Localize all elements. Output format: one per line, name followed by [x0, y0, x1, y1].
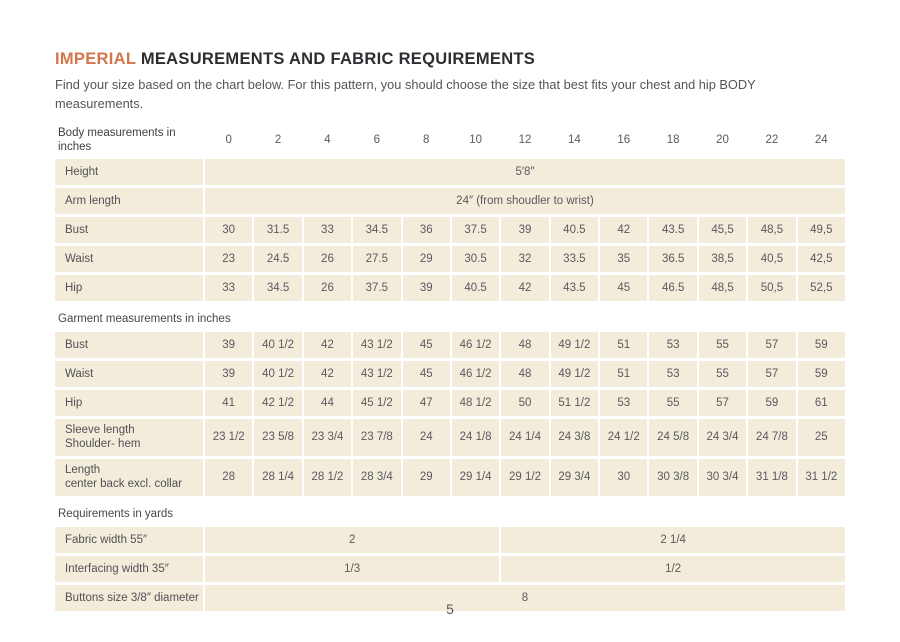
measurement-cell: 30 — [205, 217, 252, 243]
page-content — [55, 0, 845, 614]
measurement-cell: 49 1/2 — [551, 332, 598, 358]
measurement-cell: 45 — [403, 361, 450, 387]
measurement-cell: 46.5 — [649, 275, 696, 301]
table-row — [55, 419, 845, 456]
size-column-header: 10 — [469, 134, 482, 147]
table-row — [55, 217, 845, 243]
measurement-cell: 24 1/2 — [600, 419, 647, 456]
measurement-cell: 29 1/2 — [501, 459, 548, 496]
measurement-cell: 45 — [403, 332, 450, 358]
merged-value-cell: 1/3 — [205, 556, 499, 582]
measurement-cell: 36 — [403, 217, 450, 243]
page-title-rest: MEASUREMENTS AND FABRIC REQUIREMENTS — [140, 50, 536, 68]
measurement-cell: 42 — [304, 361, 351, 387]
measurement-cell: 30 3/8 — [649, 459, 696, 496]
measurement-cell: 51 — [600, 332, 647, 358]
measurement-cell: 30 3/4 — [699, 459, 746, 496]
size-column-header: 18 — [666, 134, 680, 147]
measurement-cell: 24 1/4 — [501, 419, 548, 456]
measurement-cell: 46 1/2 — [452, 332, 499, 358]
measurement-cell: 42 1/2 — [254, 390, 301, 416]
measurement-cell: 26 — [304, 246, 351, 272]
measurement-cell: 42,5 — [798, 246, 845, 272]
size-column-header: 14 — [567, 134, 581, 147]
measurement-cell: 32 — [501, 246, 548, 272]
measurement-cell: 29 — [403, 459, 450, 496]
measurement-cell: 29 1/4 — [452, 459, 499, 496]
measurement-cell: 39 — [205, 332, 252, 358]
table-row — [55, 188, 845, 214]
row-label: Buttons size 3/8″ diameter — [55, 585, 203, 611]
measurement-cell: 24 — [403, 419, 450, 456]
measurement-cell: 33.5 — [551, 246, 598, 272]
merged-value-cell: 2 1/4 — [501, 527, 845, 553]
measurement-cell: 38,5 — [699, 246, 746, 272]
table-header-label: Body measurements in inches — [58, 127, 176, 154]
section-label: Garment measurements in inches — [58, 312, 231, 325]
row-label: Waist — [55, 361, 203, 387]
size-column-header: 8 — [423, 134, 430, 147]
measurement-cell: 33 — [304, 217, 351, 243]
intro-text — [55, 76, 845, 113]
size-column-header: 22 — [765, 134, 779, 147]
intro-text-line1: Find your size based on the chart below. For this pattern, you should choose the size that best fits your chest and hip BODY — [55, 77, 756, 92]
measurement-cell: 43 1/2 — [353, 361, 400, 387]
measurement-cell: 29 3/4 — [551, 459, 598, 496]
measurement-cell: 43 1/2 — [353, 332, 400, 358]
measurement-cell: 25 — [798, 419, 845, 456]
table-row — [55, 459, 845, 496]
measurement-cell: 51 — [600, 361, 647, 387]
measurement-cell: 40 1/2 — [254, 332, 301, 358]
measurement-cell: 50,5 — [748, 275, 795, 301]
merged-value-cell: 1/2 — [501, 556, 845, 582]
row-label: Hip — [55, 275, 203, 301]
table-row — [55, 390, 845, 416]
measurement-cell: 28 1/4 — [254, 459, 301, 496]
row-label: Interfacing width 35″ — [55, 556, 203, 582]
size-column-header: 2 — [274, 134, 282, 147]
merged-value-cell: 8 — [205, 585, 845, 611]
measurement-cell: 53 — [600, 390, 647, 416]
table-row — [55, 332, 845, 358]
measurement-cell: 39 — [403, 275, 450, 301]
row-label: Length center back excl. collar — [55, 459, 203, 496]
measurement-cell: 45,5 — [699, 217, 746, 243]
table-header-row — [55, 126, 845, 155]
measurement-cell: 42 — [501, 275, 548, 301]
measurement-cell: 34.5 — [254, 275, 301, 301]
measurement-cell: 24 3/4 — [699, 419, 746, 456]
measurement-cell: 23 — [205, 246, 252, 272]
measurement-cell: 28 — [205, 459, 252, 496]
measurement-cell: 40 1/2 — [254, 361, 301, 387]
measurement-cell: 39 — [501, 217, 548, 243]
measurement-cell: 24 3/8 — [551, 419, 598, 456]
measurement-cell: 39 — [205, 361, 252, 387]
table-row — [55, 527, 845, 553]
measurement-cell: 45 — [600, 275, 647, 301]
size-column-header: 0 — [225, 134, 232, 147]
measurement-cell: 57 — [748, 361, 795, 387]
page-number: 5 — [446, 601, 454, 617]
row-label: Bust — [55, 332, 203, 358]
measurement-cell: 28 1/2 — [304, 459, 351, 496]
measurement-cell: 42 — [600, 217, 647, 243]
row-label: Bust — [55, 217, 203, 243]
measurement-cell: 48 — [501, 361, 548, 387]
table-row — [55, 556, 845, 582]
measurement-cell: 55 — [699, 361, 746, 387]
measurement-cell: 31 1/8 — [748, 459, 795, 496]
measurement-cell: 45 1/2 — [353, 390, 400, 416]
size-column-header: 16 — [617, 134, 631, 147]
measurement-cell: 30 — [600, 459, 647, 496]
measurement-cell: 27.5 — [353, 246, 400, 272]
measurement-cell: 24.5 — [254, 246, 301, 272]
measurement-cell: 26 — [304, 275, 351, 301]
size-column-header: 6 — [373, 134, 381, 147]
size-column-header: 4 — [324, 134, 331, 147]
measurement-cell: 61 — [798, 390, 845, 416]
section-label: Requirements in yards — [58, 507, 174, 520]
measurement-cell: 23 3/4 — [304, 419, 351, 456]
measurement-cell: 35 — [600, 246, 647, 272]
page-title — [55, 50, 845, 69]
measurement-cell: 46 1/2 — [452, 361, 499, 387]
measurement-cell: 59 — [798, 361, 845, 387]
row-label: Sleeve length Shoulder- hem — [55, 419, 203, 456]
measurement-cell: 53 — [649, 361, 696, 387]
measurement-cell: 23 1/2 — [205, 419, 252, 456]
merged-value-cell: 2 — [205, 527, 499, 553]
measurement-cell: 48 — [501, 332, 548, 358]
measurement-cell: 31.5 — [254, 217, 301, 243]
measurement-cell: 24 1/8 — [452, 419, 499, 456]
measurement-cell: 59 — [748, 390, 795, 416]
size-column-header: 24 — [814, 134, 828, 147]
measurement-cell: 31 1/2 — [798, 459, 845, 496]
row-label: Hip — [55, 390, 203, 416]
measurement-cell: 57 — [748, 332, 795, 358]
table-row — [55, 159, 845, 185]
measurement-cell: 49 1/2 — [551, 361, 598, 387]
measurement-cell: 57 — [699, 390, 746, 416]
measurement-cell: 55 — [699, 332, 746, 358]
measurement-cell: 50 — [501, 390, 548, 416]
row-label: Arm length — [55, 188, 203, 214]
measurement-cell: 33 — [205, 275, 252, 301]
size-table — [55, 126, 845, 611]
size-column-header: 20 — [716, 134, 729, 147]
measurement-cell: 42 — [304, 332, 351, 358]
measurement-cell: 59 — [798, 332, 845, 358]
measurement-cell: 41 — [205, 390, 252, 416]
measurement-cell: 53 — [649, 332, 696, 358]
measurement-cell: 40.5 — [452, 275, 499, 301]
measurement-cell: 49,5 — [798, 217, 845, 243]
measurement-cell: 43.5 — [649, 217, 696, 243]
measurement-cell: 37.5 — [452, 217, 499, 243]
measurement-cell: 55 — [649, 390, 696, 416]
row-label: Fabric width 55″ — [55, 527, 203, 553]
measurement-cell: 52,5 — [798, 275, 845, 301]
measurement-cell: 34.5 — [353, 217, 400, 243]
measurement-cell: 29 — [403, 246, 450, 272]
measurement-cell: 40,5 — [748, 246, 795, 272]
row-label: Waist — [55, 246, 203, 272]
measurement-cell: 24 5/8 — [649, 419, 696, 456]
measurement-cell: 51 1/2 — [551, 390, 598, 416]
table-row — [55, 275, 845, 301]
intro-text-line2: measurements. — [55, 95, 144, 111]
measurement-cell: 30.5 — [452, 246, 499, 272]
measurement-cell: 48,5 — [699, 275, 746, 301]
row-label: Height — [55, 159, 203, 185]
measurement-cell: 47 — [403, 390, 450, 416]
measurement-cell: 43.5 — [551, 275, 598, 301]
measurement-cell: 40.5 — [551, 217, 598, 243]
measurement-cell: 48,5 — [748, 217, 795, 243]
measurement-cell: 36.5 — [649, 246, 696, 272]
measurement-cell: 48 1/2 — [452, 390, 499, 416]
measurement-cell: 37.5 — [353, 275, 400, 301]
measurement-cell: 44 — [304, 390, 351, 416]
page-title-accent: IMPERIAL — [55, 50, 136, 68]
merged-value-cell: 5′8″ — [205, 159, 845, 185]
measurement-cell: 23 5/8 — [254, 419, 301, 456]
measurement-cell: 24 7/8 — [748, 419, 795, 456]
measurement-cell: 23 7/8 — [353, 419, 400, 456]
table-row — [55, 246, 845, 272]
size-column-header: 12 — [518, 134, 532, 147]
merged-value-cell: 24″ (from shoudler to wrist) — [205, 188, 845, 214]
table-row — [55, 361, 845, 387]
measurement-cell: 28 3/4 — [353, 459, 400, 496]
